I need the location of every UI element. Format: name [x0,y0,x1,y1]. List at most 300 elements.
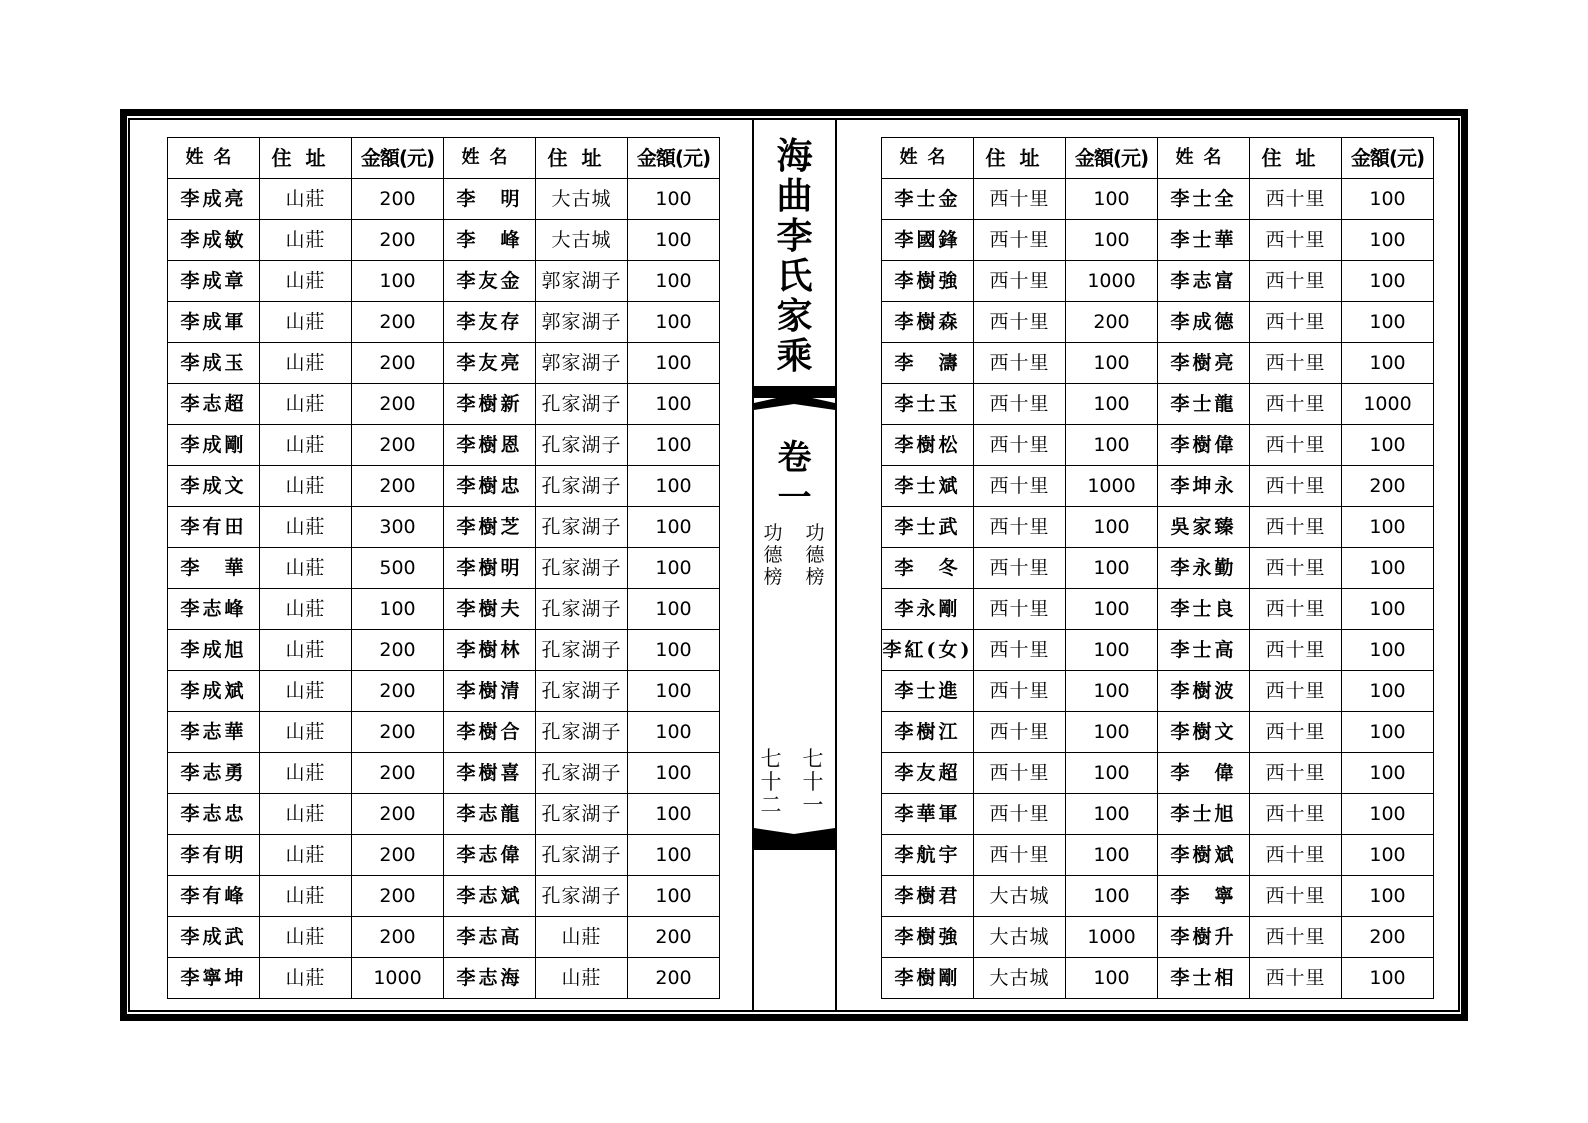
donor-name: 李樹亮 [1158,343,1250,384]
donor-amount: 100 [1066,794,1158,835]
donor-address: 西十里 [974,794,1066,835]
donor-amount: 100 [1342,548,1434,589]
spine-volume-label [754,438,835,518]
table-row [168,835,720,876]
donor-name: 李志超 [168,384,260,425]
donor-name: 李友亮 [444,343,536,384]
donor-address: 西十里 [974,466,1066,507]
donor-name: 李士高 [1158,630,1250,671]
spine-section-char: 功 [763,522,783,544]
table-header-row [882,138,1434,179]
donor-amount: 200 [352,343,444,384]
spine-title-char: 李 [776,215,813,257]
spine-page-char: 二 [760,793,782,817]
donor-name: 李志忠 [168,794,260,835]
spine-section-char: 德 [763,544,783,566]
table-row [168,179,720,220]
donor-address: 山莊 [260,425,352,466]
spine-section-title [762,522,784,588]
donor-address: 孔家湖子 [536,630,628,671]
spine-section-char: 功 [805,522,825,544]
header-address: 住址 [536,138,628,179]
donor-amount: 100 [352,589,444,630]
donor-name: 吳家臻 [1158,507,1250,548]
donor-address: 西十里 [1250,548,1342,589]
spine-title-char: 曲 [776,175,813,217]
donor-amount: 100 [1066,712,1158,753]
donor-amount: 100 [1066,753,1158,794]
donor-name: 李 峰 [444,220,536,261]
table-row [168,630,720,671]
donor-name: 李士龍 [1158,384,1250,425]
donor-table-left [167,137,720,999]
donor-amount: 200 [1066,302,1158,343]
donor-name: 李志富 [1158,261,1250,302]
donor-name: 李志偉 [444,835,536,876]
donor-name: 李志勇 [168,753,260,794]
donor-address: 山莊 [536,917,628,958]
spine-section-title [804,522,826,588]
donor-address: 西十里 [974,425,1066,466]
donor-address: 山莊 [260,179,352,220]
donor-amount: 100 [1066,425,1158,466]
donor-name: 李有明 [168,835,260,876]
donor-name: 李樹森 [882,302,974,343]
spine-page-number [802,748,824,817]
donor-address: 西十里 [974,589,1066,630]
donor-address: 山莊 [260,630,352,671]
donor-address: 西十里 [1250,343,1342,384]
donor-name: 李志龍 [444,794,536,835]
donor-address: 郭家湖子 [536,343,628,384]
donor-amount: 100 [352,261,444,302]
donor-amount: 1000 [352,958,444,999]
donor-name: 李樹明 [444,548,536,589]
donor-amount: 100 [628,835,720,876]
spine-title-char: 乘 [776,335,813,377]
donor-name: 李志華 [168,712,260,753]
spine-volume-char: 一 [777,478,812,518]
donor-address: 孔家湖子 [536,589,628,630]
donor-name: 李樹強 [882,261,974,302]
donor-name: 李成德 [1158,302,1250,343]
donor-name: 李 冬 [882,548,974,589]
donor-address: 大古城 [536,179,628,220]
donor-amount: 100 [1342,343,1434,384]
header-name: 姓名 [444,138,536,179]
donor-name: 李 偉 [1158,753,1250,794]
donor-amount: 100 [628,876,720,917]
donor-amount: 100 [628,630,720,671]
donor-address: 西十里 [1250,712,1342,753]
donor-address: 西十里 [1250,425,1342,466]
table-row [168,753,720,794]
donor-address: 孔家湖子 [536,835,628,876]
donor-name: 李樹合 [444,712,536,753]
spine-book-title [754,136,835,376]
donor-name: 李有峰 [168,876,260,917]
donor-address: 西十里 [974,261,1066,302]
spine-volume-char: 卷 [777,438,812,478]
donor-amount: 100 [1342,958,1434,999]
donor-name: 李士全 [1158,179,1250,220]
table-row [168,548,720,589]
donor-address: 西十里 [974,507,1066,548]
donor-address: 西十里 [974,548,1066,589]
donor-amount: 100 [1342,876,1434,917]
table-row [882,425,1434,466]
donor-address: 西十里 [1250,589,1342,630]
table-row [882,466,1434,507]
donor-amount: 200 [352,179,444,220]
donor-amount: 1000 [1066,261,1158,302]
table-row [168,261,720,302]
donor-address: 山莊 [260,384,352,425]
donor-amount: 100 [628,753,720,794]
header-name: 姓名 [882,138,974,179]
donor-address: 西十里 [1250,179,1342,220]
table-row [168,712,720,753]
table-row [882,302,1434,343]
table-row [168,507,720,548]
donor-name: 李樹強 [882,917,974,958]
donor-amount: 100 [628,179,720,220]
table-row [882,835,1434,876]
table-row [882,630,1434,671]
donor-amount: 200 [352,220,444,261]
table-row [168,671,720,712]
book-spine [752,118,837,1012]
donor-address: 孔家湖子 [536,794,628,835]
table-row [882,671,1434,712]
donor-amount: 100 [1066,671,1158,712]
donor-address: 郭家湖子 [536,261,628,302]
table-row [882,548,1434,589]
donor-name: 李成旭 [168,630,260,671]
donor-address: 西十里 [1250,917,1342,958]
donor-address: 山莊 [260,712,352,753]
header-address: 住址 [260,138,352,179]
donor-amount: 100 [1066,220,1158,261]
donor-address: 山莊 [536,958,628,999]
donor-address: 西十里 [1250,876,1342,917]
table-row [882,958,1434,999]
header-amount: 金額(元) [352,138,444,179]
donor-amount: 200 [352,835,444,876]
donor-address: 孔家湖子 [536,384,628,425]
donor-amount: 100 [628,425,720,466]
header-address: 住址 [974,138,1066,179]
table-row [882,794,1434,835]
donor-address: 西十里 [974,712,1066,753]
donor-address: 西十里 [1250,753,1342,794]
spine-title-char: 氏 [776,255,813,297]
donor-amount: 100 [1342,589,1434,630]
donor-amount: 200 [1342,917,1434,958]
donor-name: 李友超 [882,753,974,794]
donor-name: 李樹君 [882,876,974,917]
table-row [168,466,720,507]
donor-address: 山莊 [260,343,352,384]
donor-amount: 1000 [1066,466,1158,507]
donor-address: 西十里 [974,179,1066,220]
spine-section-char: 榜 [763,566,783,588]
donor-address: 西十里 [974,835,1066,876]
donor-amount: 100 [1066,630,1158,671]
spine-title-char: 家 [776,295,813,337]
donor-amount: 100 [1342,507,1434,548]
donor-amount: 100 [628,384,720,425]
donor-name: 李成敏 [168,220,260,261]
donor-name: 李樹斌 [1158,835,1250,876]
donor-address: 郭家湖子 [536,302,628,343]
donor-address: 孔家湖子 [536,671,628,712]
donor-amount: 200 [352,425,444,466]
donor-address: 西十里 [974,220,1066,261]
donor-amount: 100 [628,507,720,548]
donor-address: 山莊 [260,589,352,630]
table-row [882,343,1434,384]
donor-address: 山莊 [260,876,352,917]
donor-amount: 200 [628,917,720,958]
header-name: 姓名 [168,138,260,179]
donor-address: 孔家湖子 [536,876,628,917]
table-row [882,917,1434,958]
donor-address: 西十里 [1250,384,1342,425]
donor-name: 李志斌 [444,876,536,917]
table-row [882,712,1434,753]
donor-amount: 100 [628,671,720,712]
donor-address: 山莊 [260,753,352,794]
donor-amount: 100 [1342,630,1434,671]
donor-amount: 200 [352,671,444,712]
table-row [882,507,1434,548]
table-row [882,589,1434,630]
donor-address: 山莊 [260,220,352,261]
donor-name: 李成軍 [168,302,260,343]
donor-amount: 200 [352,712,444,753]
table-row [168,384,720,425]
donor-address: 山莊 [260,794,352,835]
donor-name: 李航宇 [882,835,974,876]
donor-name: 李成玉 [168,343,260,384]
header-amount: 金額(元) [1066,138,1158,179]
donor-name: 李 華 [168,548,260,589]
donor-address: 西十里 [974,753,1066,794]
donor-address: 大古城 [536,220,628,261]
spine-page-char: 七 [802,747,824,771]
donor-address: 山莊 [260,507,352,548]
donor-amount: 100 [628,548,720,589]
donor-amount: 100 [1342,425,1434,466]
table-row [882,753,1434,794]
spine-page-char: 七 [760,747,782,771]
donor-address: 西十里 [974,384,1066,425]
donor-name: 李樹忠 [444,466,536,507]
donor-amount: 200 [352,753,444,794]
donor-amount: 200 [352,917,444,958]
spine-page-char: 十 [760,770,782,794]
table-row [882,220,1434,261]
donor-address: 西十里 [1250,466,1342,507]
table-row [168,589,720,630]
donor-name: 李志高 [444,917,536,958]
donor-name: 李樹喜 [444,753,536,794]
header-amount: 金額(元) [628,138,720,179]
donor-amount: 300 [352,507,444,548]
spine-page-char: 一 [802,793,824,817]
table-row [168,917,720,958]
donor-amount: 200 [352,384,444,425]
table-row [168,343,720,384]
donor-address: 山莊 [260,917,352,958]
donor-amount: 100 [1066,507,1158,548]
donor-name: 李士旭 [1158,794,1250,835]
donor-table-right [881,137,1434,999]
donor-amount: 100 [628,302,720,343]
donor-amount: 100 [628,712,720,753]
donor-address: 大古城 [974,876,1066,917]
donor-amount: 100 [1342,712,1434,753]
header-address: 住址 [1250,138,1342,179]
donor-name: 李樹偉 [1158,425,1250,466]
table-row [882,261,1434,302]
donor-address: 西十里 [1250,835,1342,876]
donor-name: 李士金 [882,179,974,220]
donor-name: 李樹芝 [444,507,536,548]
donor-address: 山莊 [260,548,352,589]
donor-name: 李永剛 [882,589,974,630]
donor-amount: 100 [1066,179,1158,220]
donor-amount: 100 [1066,548,1158,589]
donor-address: 山莊 [260,835,352,876]
donor-name: 李樹文 [1158,712,1250,753]
donor-amount: 200 [352,876,444,917]
table-row [168,876,720,917]
donor-address: 西十里 [1250,794,1342,835]
donor-address: 山莊 [260,302,352,343]
table-row [168,425,720,466]
donor-amount: 200 [352,466,444,507]
donor-name: 李樹波 [1158,671,1250,712]
donor-amount: 1000 [1342,384,1434,425]
spine-section-char: 榜 [805,566,825,588]
donor-name: 李成武 [168,917,260,958]
donor-amount: 100 [1342,261,1434,302]
donor-name: 李有田 [168,507,260,548]
donor-address: 西十里 [1250,958,1342,999]
donor-address: 大古城 [974,958,1066,999]
table-row [168,220,720,261]
donor-name: 李樹新 [444,384,536,425]
donor-amount: 1000 [1066,917,1158,958]
table-header-row [168,138,720,179]
donor-address: 孔家湖子 [536,507,628,548]
donor-name: 李士相 [1158,958,1250,999]
table-row [882,179,1434,220]
donor-name: 李士武 [882,507,974,548]
donor-address: 西十里 [1250,507,1342,548]
donor-amount: 100 [628,343,720,384]
table-row [882,384,1434,425]
donor-name: 李 濤 [882,343,974,384]
donor-address: 孔家湖子 [536,548,628,589]
donor-name: 李樹夫 [444,589,536,630]
spine-page-number [760,748,782,817]
donor-address: 西十里 [1250,220,1342,261]
donor-address: 山莊 [260,261,352,302]
donor-name: 李成文 [168,466,260,507]
table-row [168,794,720,835]
donor-name: 李坤永 [1158,466,1250,507]
donor-name: 李樹升 [1158,917,1250,958]
donor-address: 山莊 [260,958,352,999]
donor-name: 李志峰 [168,589,260,630]
table-row [882,876,1434,917]
donor-amount: 200 [628,958,720,999]
donor-name: 李成章 [168,261,260,302]
donor-name: 李國鋒 [882,220,974,261]
donor-address: 山莊 [260,466,352,507]
donor-amount: 200 [352,302,444,343]
donor-amount: 100 [628,220,720,261]
donor-name: 李樹林 [444,630,536,671]
donor-name: 李士玉 [882,384,974,425]
donor-amount: 500 [352,548,444,589]
donor-amount: 100 [1066,835,1158,876]
donor-address: 孔家湖子 [536,753,628,794]
donor-name: 李樹江 [882,712,974,753]
donor-address: 孔家湖子 [536,712,628,753]
donor-name: 李士良 [1158,589,1250,630]
donor-amount: 100 [1066,958,1158,999]
donor-name: 李成亮 [168,179,260,220]
donor-amount: 200 [1342,466,1434,507]
donor-address: 西十里 [1250,671,1342,712]
donor-amount: 100 [1066,589,1158,630]
donor-amount: 100 [1342,302,1434,343]
donor-name: 李士進 [882,671,974,712]
donor-amount: 100 [1342,179,1434,220]
donor-name: 李 明 [444,179,536,220]
donor-name: 李寧坤 [168,958,260,999]
donor-name: 李志海 [444,958,536,999]
donor-amount: 100 [628,466,720,507]
donor-address: 西十里 [974,343,1066,384]
spine-title-char: 海 [776,135,813,177]
donor-name: 李永勤 [1158,548,1250,589]
donor-address: 西十里 [974,630,1066,671]
donor-amount: 100 [1342,753,1434,794]
donor-amount: 100 [1342,835,1434,876]
donor-name: 李樹剛 [882,958,974,999]
table-row [168,958,720,999]
donor-name: 李士華 [1158,220,1250,261]
spine-section-char: 德 [805,544,825,566]
header-amount: 金額(元) [1342,138,1434,179]
donor-address: 西十里 [1250,302,1342,343]
donor-name: 李成剛 [168,425,260,466]
donor-amount: 200 [352,630,444,671]
donor-address: 孔家湖子 [536,466,628,507]
donor-name: 李友存 [444,302,536,343]
donor-name: 李士斌 [882,466,974,507]
donor-amount: 100 [628,261,720,302]
donor-amount: 100 [1342,671,1434,712]
donor-amount: 100 [628,589,720,630]
donor-name: 李友金 [444,261,536,302]
donor-address: 孔家湖子 [536,425,628,466]
